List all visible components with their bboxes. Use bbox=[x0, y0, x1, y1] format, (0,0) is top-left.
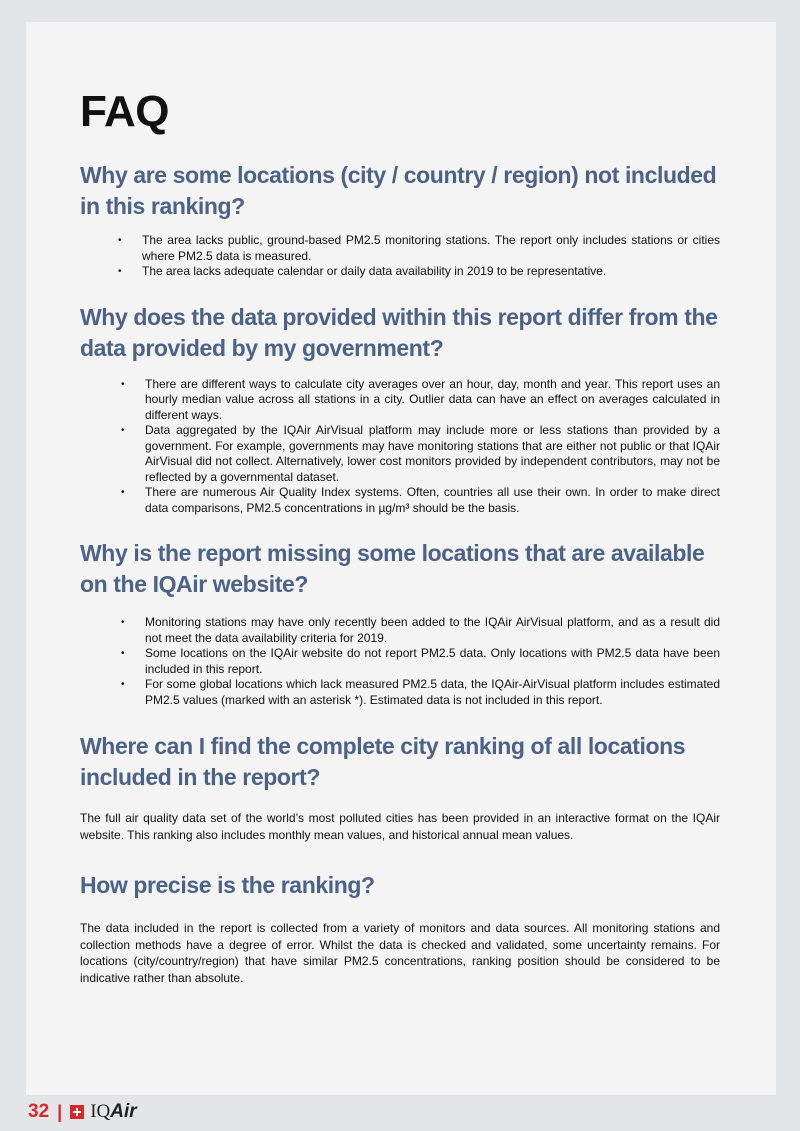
faq-bullet-list bbox=[145, 377, 720, 517]
faq-bullet: • There are different ways to calculate city averages over an hour, day, month and year. This report uses an hourly median value across all stations in a city. Outlier data can have an effect on averages calculated in different ways. bbox=[145, 377, 720, 424]
page bbox=[26, 22, 776, 1095]
faq-section-precision bbox=[80, 870, 720, 986]
logo-suffix: Air bbox=[110, 1101, 137, 1122]
faq-section-missing-locations bbox=[80, 160, 720, 280]
faq-question: How precise is the ranking? bbox=[80, 872, 375, 898]
faq-answer: The full air quality data set of the world’s most polluted cities has been provided in an interactive format on the IQAir website. This ranking also includes monthly mean values, and historical annual mean values. bbox=[80, 811, 720, 842]
faq-bullet-list bbox=[142, 233, 720, 280]
faq-bullet: • The area lacks adequate calendar or daily data availability in 2019 to be representative. bbox=[142, 264, 720, 280]
page-footer bbox=[28, 1101, 137, 1123]
logo-prefix: IQ bbox=[90, 1101, 111, 1122]
faq-bullet: • For some global locations which lack measured PM2.5 data, the IQAir-AirVisual platform includes estimated PM2.5 values (marked with an asterisk *). Estimated data is not included in this report. bbox=[145, 677, 720, 708]
page-title: FAQ bbox=[80, 87, 169, 136]
faq-bullet: • There are numerous Air Quality Index systems. Often, countries all use their own. In order to make direct data comparisons, PM2.5 concentrations in µg/m³ should be the basis. bbox=[145, 485, 720, 516]
faq-section-data-difference bbox=[80, 302, 720, 517]
faq-bullet: • The area lacks public, ground-based PM2.5 monitoring stations. The report only includes stations or cities where PM2.5 data is measured. bbox=[142, 233, 720, 264]
footer-separator: | bbox=[57, 1101, 63, 1122]
swiss-flag-icon bbox=[70, 1105, 84, 1119]
page-number: 32 bbox=[28, 1101, 50, 1122]
faq-content bbox=[80, 84, 720, 986]
faq-section-website-locations bbox=[80, 538, 720, 708]
faq-bullet-list bbox=[145, 615, 720, 708]
faq-question: Why does the data provided within this report differ from the data provided by my government? bbox=[80, 303, 718, 361]
faq-question: Why are some locations (city / country / region) not included in this ranking? bbox=[80, 162, 717, 219]
faq-section-complete-ranking bbox=[80, 731, 720, 843]
faq-question: Why is the report missing some locations that are available on the IQAir website? bbox=[80, 540, 705, 597]
iqair-logo bbox=[90, 1101, 136, 1123]
faq-bullet: • Some locations on the IQAir website do not report PM2.5 data. Only locations with PM2.5 data have been included in this report. bbox=[145, 646, 720, 677]
faq-answer: The data included in the report is collected from a variety of monitors and data sources. All monitoring stations and collection methods have a degree of error. Whilst the data is checked and validated, some uncertainty remains. For locations (city/country/region) that have similar PM2.5 concentrations, ranking position should be considered to be indicative rather than absolute. bbox=[80, 921, 720, 985]
faq-bullet: • Data aggregated by the IQAir AirVisual platform may include more or less stations than provided by a government. For example, governments may have monitoring stations that are either not public or that IQAir AirVisual did not collect. Alternatively, lower cost monitors provided by independent contributors, may not be reflected by a governmental dataset. bbox=[145, 423, 720, 485]
faq-question: Where can I find the complete city ranking of all locations included in the report? bbox=[80, 733, 686, 790]
faq-bullet: • Monitoring stations may have only recently been added to the IQAir AirVisual platform, and as a result did not meet the data availability criteria for 2019. bbox=[145, 615, 720, 646]
